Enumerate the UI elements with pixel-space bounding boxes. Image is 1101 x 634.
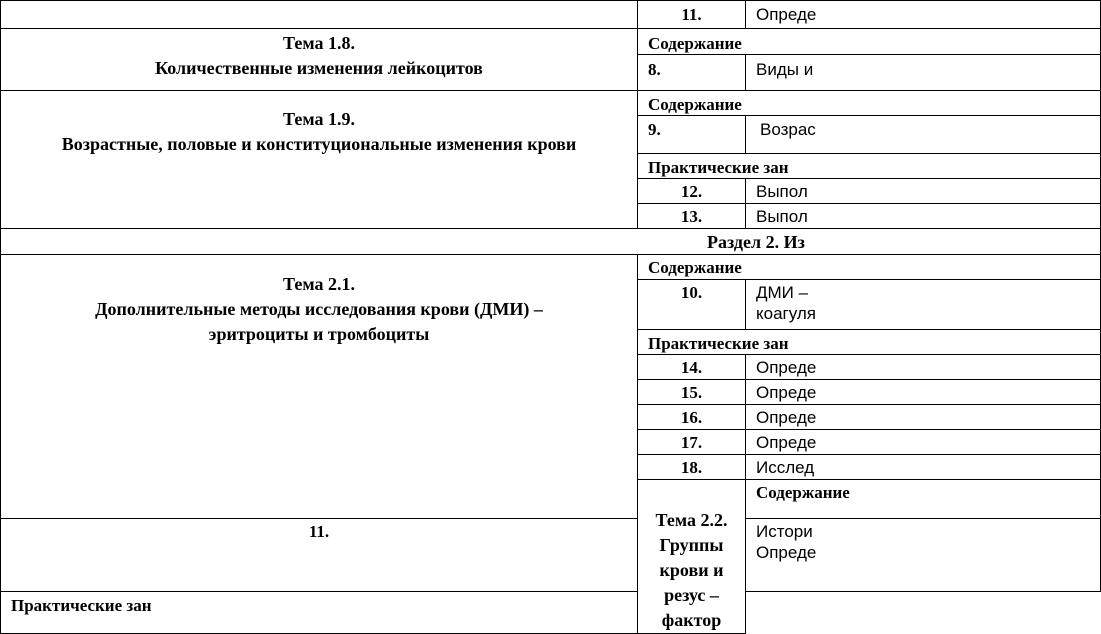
topic-title: Возрастные, половые и конституциональные изменения крови: [61, 134, 577, 154]
lesson-text: Исслед: [746, 455, 1101, 480]
table-row: [1, 592, 1101, 634]
lesson-number: 11.: [1, 518, 638, 592]
practice-header: Практические зан: [1, 592, 746, 634]
content-header: Содержание: [638, 255, 1101, 280]
topic-title: Группы крови и резус – фактор: [659, 535, 724, 630]
lesson-number: 8.: [638, 55, 746, 91]
lesson-text: [746, 518, 1101, 592]
lesson-text: Опреде: [746, 1, 1101, 29]
lesson-number: 17.: [638, 430, 746, 455]
content-header: Содержание: [746, 480, 1101, 519]
lesson-text: Опреде: [746, 405, 1101, 430]
topic-label: Тема 1.9.: [283, 109, 355, 129]
topic-title: Дополнительные методы исследования крови (ДМИ) – эритроциты и тромбоциты: [95, 299, 543, 344]
section-row: [1, 229, 1101, 255]
topic-cell: [1, 91, 638, 229]
table-row: [1, 229, 1101, 255]
lesson-number: 18.: [638, 455, 746, 480]
table-row: [1, 29, 1101, 55]
lesson-text: [746, 280, 1101, 330]
lesson-text: Опреде: [746, 380, 1101, 405]
lesson-text-line: коагуля: [756, 304, 816, 323]
lesson-text: Виды и: [746, 55, 1101, 91]
topic-title: Количественные изменения лейкоцитов: [155, 58, 483, 78]
lesson-number: 15.: [638, 380, 746, 405]
topic-cell: [1, 29, 638, 91]
lesson-number: 16.: [638, 405, 746, 430]
content-header: Содержание: [638, 29, 1101, 55]
topic-label: Тема 2.2.: [655, 510, 728, 530]
table-row: [1, 518, 1101, 592]
content-header: Содержание: [638, 91, 1101, 116]
section-title: Раздел 2. Из: [707, 232, 805, 252]
table-row: [1, 255, 1101, 280]
lesson-number: 12.: [638, 179, 746, 204]
lesson-number: 13.: [638, 204, 746, 229]
lesson-number: 11.: [638, 1, 746, 29]
lesson-text: Выпол: [746, 179, 1101, 204]
table-row: [1, 91, 1101, 116]
table-row: [1, 1, 1101, 29]
topic-cell-empty: [1, 1, 638, 29]
topic-label: Тема 2.1.: [283, 274, 355, 294]
lesson-text: Опреде: [746, 430, 1101, 455]
topic-label: Тема 1.8.: [283, 33, 355, 53]
lesson-number: 10.: [638, 280, 746, 330]
lesson-text-line: Опреде: [756, 542, 817, 562]
topic-cell: [1, 255, 638, 519]
lesson-text-line: ДМИ –: [756, 283, 809, 302]
lesson-number: 14.: [638, 355, 746, 380]
lesson-text: Выпол: [746, 204, 1101, 229]
lesson-number: 9.: [638, 116, 746, 154]
lesson-text-line: Истори: [756, 521, 813, 541]
practice-header: Практические зан: [638, 154, 1101, 179]
lesson-text: Возрас: [746, 116, 1101, 154]
practice-header: Практические зан: [638, 330, 1101, 355]
lesson-text: Опреде: [746, 355, 1101, 380]
